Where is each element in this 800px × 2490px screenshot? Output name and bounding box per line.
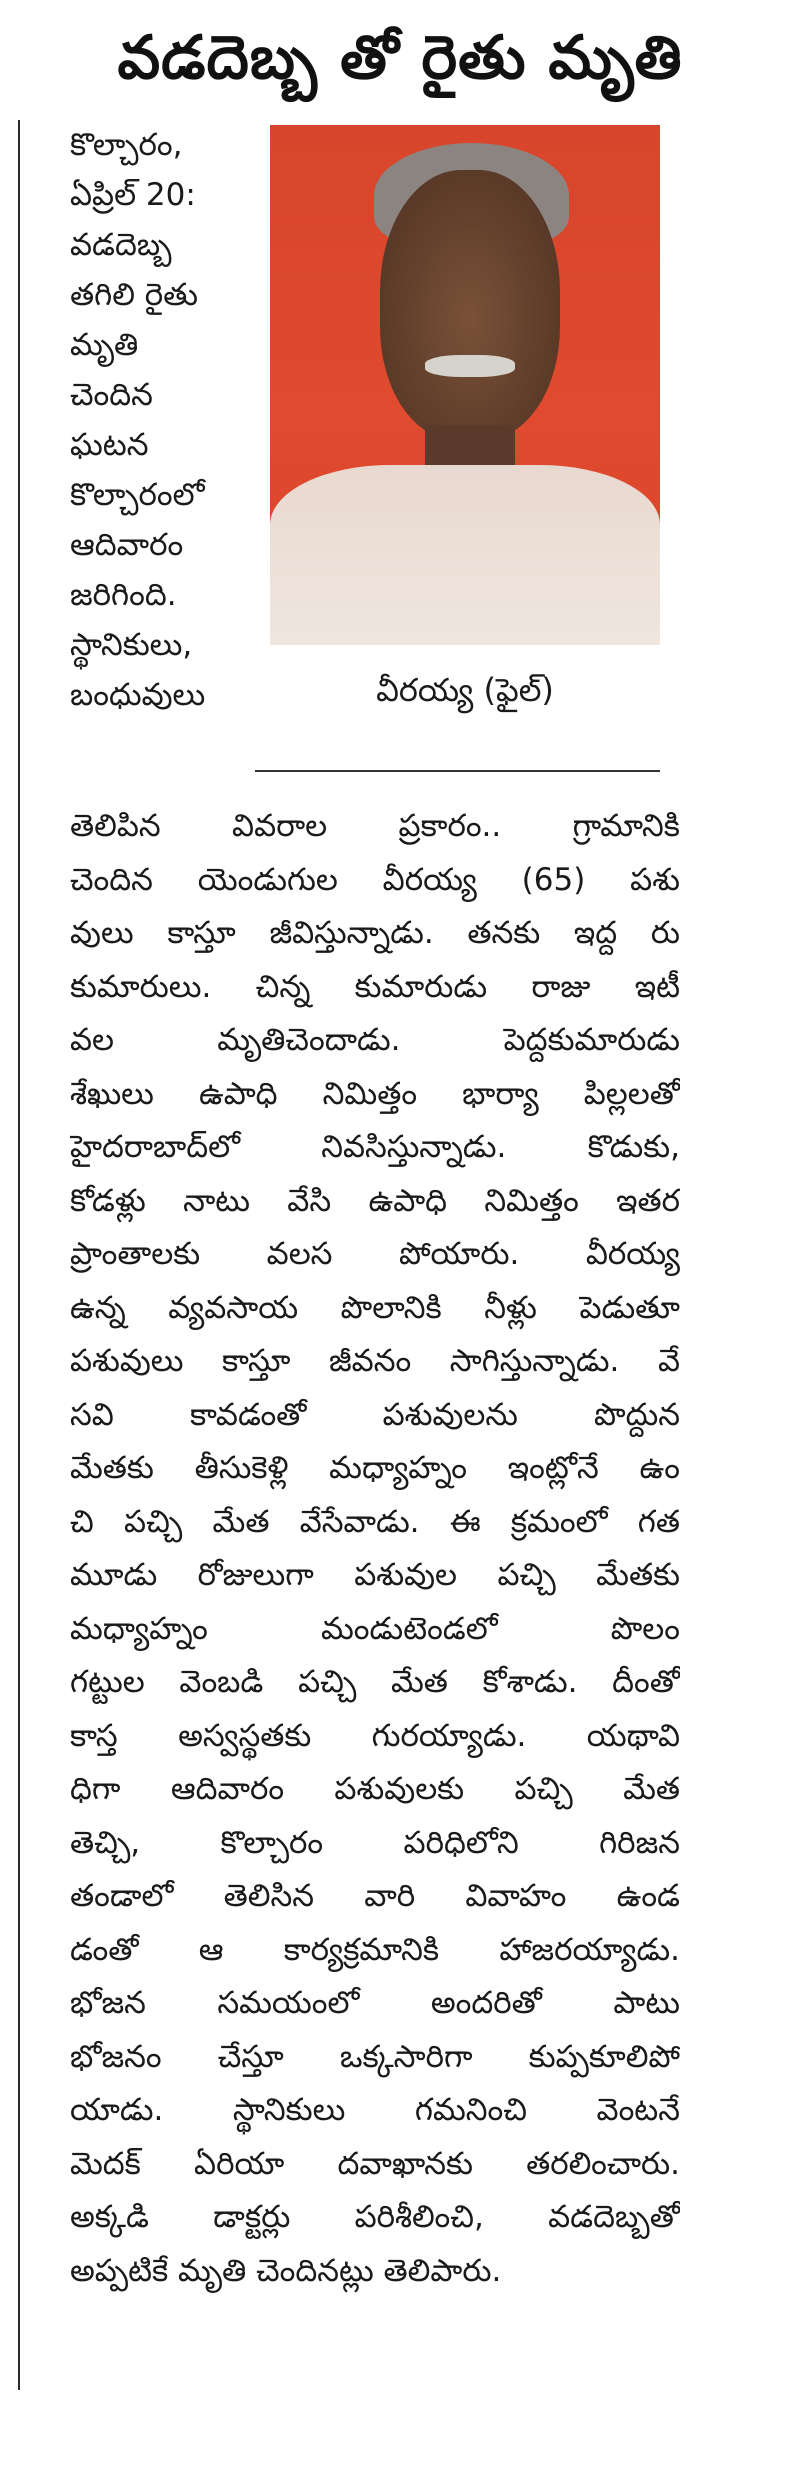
intro-line: మృతి: [70, 327, 139, 363]
intro-line: వడదెబ్బ: [70, 227, 172, 263]
body-line: గట్టుల వెంబడి పచ్చి మేత కోశాడు. దీంతో: [70, 1664, 680, 1700]
body-line: కుమారులు. చిన్న కుమారుడు రాజు ఇటీ: [70, 968, 680, 1005]
body-line: భోజనం చేస్తూ ఒక్కసారిగా కుప్పకూలిపో: [70, 2038, 680, 2075]
column-rule: [18, 120, 20, 2390]
intro-line: కొల్చారంలో: [70, 477, 205, 513]
body-line: అప్పటికే మృతి చెందినట్లు తెలిపారు.: [70, 2252, 502, 2289]
intro-line: ఏప్రిల్ 20:: [70, 177, 196, 213]
body-line: మెదక్ ఏరియా దవాఖానకు తరలించారు.: [70, 2145, 680, 2182]
body-line: చెందిన యెండుగుల వీరయ్య (65) పశు: [70, 861, 680, 898]
body-line: చి పచ్చి మేత వేసేవాడు. ఈ క్రమంలో గత: [70, 1503, 680, 1540]
article-body: [70, 800, 680, 2298]
intro-line: కొల్చారం,: [70, 127, 183, 163]
body-line: తండాలో తెలిసిన వారి వివాహం ఉండ: [70, 1878, 680, 1914]
body-line: మేతకు తీసుకెళ్లి మధ్యాహ్నం ఇంట్లోనే ఉం: [70, 1450, 680, 1486]
body-line: తెలిపిన వివరాల ప్రకారం.. గ్రామానికి: [70, 808, 680, 844]
body-line: శేఖులు ఉపాధి నిమిత్తం భార్యా పిల్లలతో: [70, 1075, 680, 1112]
body-line: యాడు. స్థానికులు గమనించి వెంటనే: [70, 2092, 680, 2128]
body-line: కాస్త అస్వస్థతకు గురయ్యాడు. యథావి: [70, 1717, 680, 1754]
intro-line: తగిలి రైతు: [70, 277, 198, 313]
body-line: మూడు రోజులుగా పశువుల పచ్చి మేతకు: [70, 1557, 680, 1593]
body-line: డంతో ఆ కార్యక్రమానికి హాజరయ్యాడు.: [70, 1931, 680, 1968]
intro-line: ఘటన: [70, 427, 149, 463]
intro-line: బంధువులు: [70, 677, 206, 713]
body-line: భోజన సమయంలో అందరితో పాటు: [70, 1985, 680, 2021]
body-line: పశువులు కాస్తూ జీవనం సాగిస్తున్నాడు. వే: [70, 1343, 680, 1379]
body-line: ప్రాంతాలకు వలస పోయారు. వీరయ్య: [70, 1236, 680, 1272]
body-line: హైదరాబాద్‌లో నివసిస్తున్నాడు. కొడుకు,: [70, 1129, 680, 1165]
headline: వడదెబ్బ తో రైతు మృతి: [117, 23, 683, 93]
body-line: కోడళ్లు నాటు వేసి ఉపాధి నిమిత్తం ఇతర: [70, 1182, 680, 1219]
body-line: వులు కాస్తూ జీవిస్తున్నాడు. తనకు ఇద్ద రు: [70, 915, 680, 951]
body-line: మధ్యాహ్నం మండుటెండలో పొలం: [70, 1610, 680, 1647]
body-line: ఉన్న వ్యవసాయ పొలానికి నీళ్లు పెడుతూ: [70, 1289, 680, 1326]
body-line: ధిగా ఆదివారం పశువులకు పచ్చి మేత: [70, 1771, 680, 1807]
caption-rule: [255, 770, 660, 772]
intro-line: స్థానికులు,: [70, 627, 193, 663]
body-line: అక్కడి డాక్టర్లు పరిశీలించి, వడదెబ్బతో: [70, 2199, 680, 2235]
intro-line: ఆదివారం: [70, 527, 184, 563]
intro-line: చెందిన: [70, 377, 153, 413]
body-line: తెచ్చి, కొల్చారం పరిధిలోని గిరిజన: [70, 1824, 680, 1861]
photo-caption: వీరయ్య (ఫైల్): [376, 671, 554, 709]
body-line: సవి కావడంతో పశువులను పొద్దున: [70, 1396, 680, 1433]
photo-veerayya: [270, 125, 660, 645]
body-line: వల మృతిచెందాడు. పెద్దకుమారుడు: [70, 1022, 680, 1058]
intro-column: [70, 120, 245, 720]
intro-line: జరిగింది.: [70, 577, 177, 613]
